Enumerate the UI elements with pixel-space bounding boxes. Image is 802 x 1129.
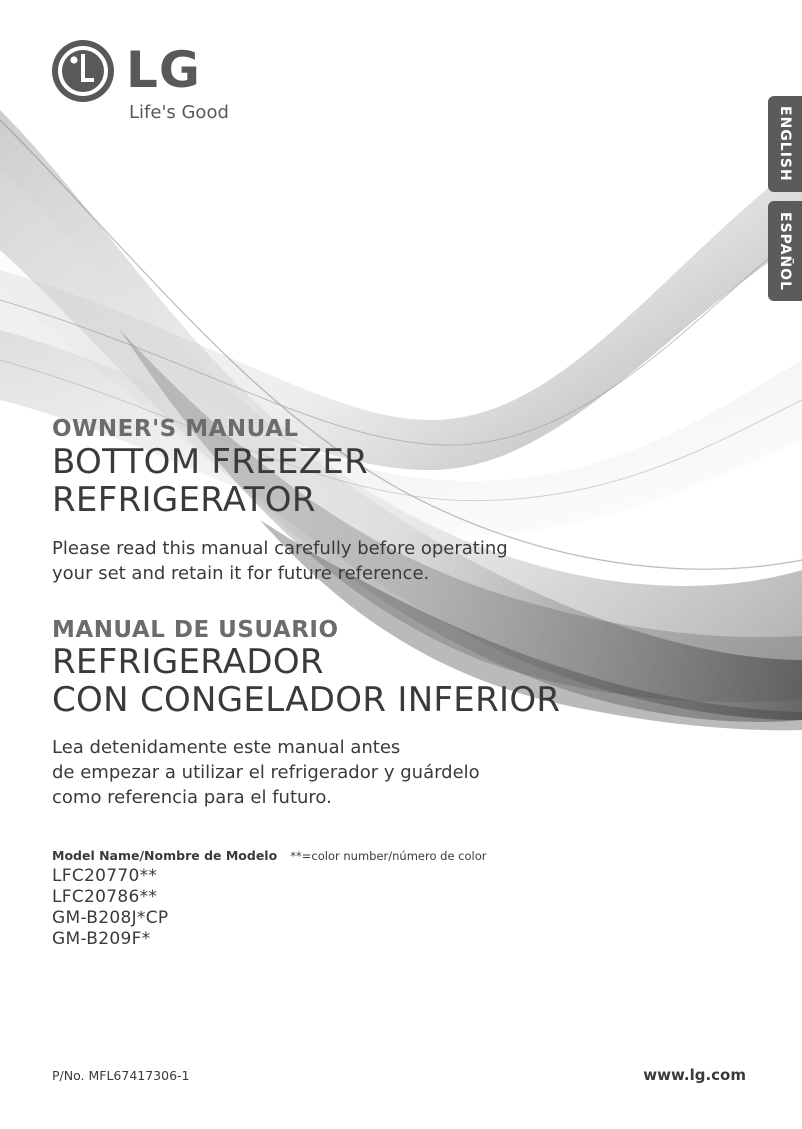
english-instruction-line-1: Please read this manual carefully before operating (52, 538, 508, 559)
tab-espanol-label: ESPAÑOL (777, 211, 793, 291)
brand-name: LG (126, 41, 201, 99)
spanish-instruction-line-1: Lea detenidamente este manual antes (52, 737, 401, 758)
tab-english[interactable] (768, 96, 802, 192)
english-title-line-1: BOTTOM FREEZER (52, 442, 369, 482)
brand-slogan: Life's Good (129, 102, 229, 123)
part-number: P/No. MFL67417306-1 (52, 1068, 190, 1083)
tab-english-label: ENGLISH (777, 106, 793, 182)
owners-manual-heading: OWNER'S MANUAL (52, 416, 299, 442)
lg-logo (50, 38, 270, 128)
lg-face-logo-icon (50, 38, 116, 104)
spanish-instruction-line-2: de empezar a utilizar el refrigerador y guárdelo (52, 762, 480, 783)
tab-espanol[interactable] (768, 201, 802, 301)
model-name-label: Model Name/Nombre de Modelo (52, 848, 278, 863)
model-item: GM-B209F* (52, 929, 151, 949)
english-instruction-line-2: your set and retain it for future reference. (52, 563, 430, 584)
manual-de-usuario-heading: MANUAL DE USUARIO (52, 617, 339, 643)
website-link[interactable]: www.lg.com (643, 1066, 746, 1084)
model-item: GM-B208J*CP (52, 908, 169, 928)
spanish-title-line-1: REFRIGERADOR (52, 642, 324, 682)
spanish-title-line-2: CON CONGELADOR INFERIOR (52, 680, 561, 720)
english-title-line-2: REFRIGERATOR (52, 480, 316, 520)
model-name-row (52, 845, 487, 864)
model-item: LFC20770** (52, 866, 158, 886)
spanish-instruction-line-3: como referencia para el futuro. (52, 787, 332, 808)
model-item: LFC20786** (52, 887, 158, 907)
color-number-note: **=color number/número de color (290, 849, 487, 863)
